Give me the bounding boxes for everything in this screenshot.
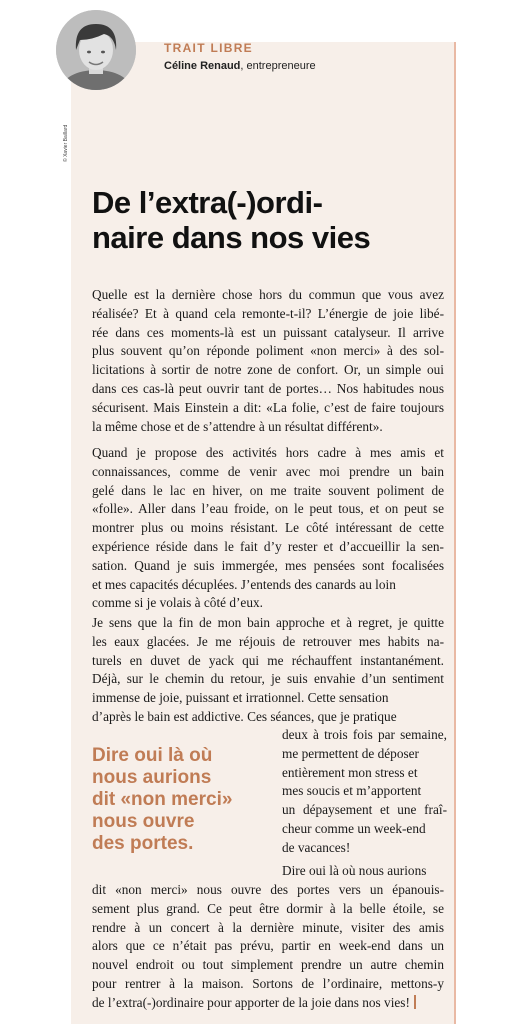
paragraph-4-lead: [282, 862, 447, 881]
author-role: , entrepreneure: [240, 60, 316, 72]
text-line: cheur comme un week-end: [282, 820, 426, 836]
text-line: licitations à sortir de notre zone de confort. Or, un simple oui: [92, 362, 444, 378]
paragraph-3-narrow: [282, 726, 447, 858]
text-line: montrer plus ou moins résistant. Le côté intéressant de cette: [92, 520, 444, 536]
text-line: connaissances, comme de venir avec moi prendre un bain: [92, 463, 444, 479]
author-name: Céline Renaud: [164, 60, 241, 72]
paragraph-3: [92, 614, 444, 727]
text-line: Quand je propose des activités hors cadre à mes amis et: [92, 445, 444, 460]
text-line: nouvel endroit ou tout simplement prendre un autre chemin: [92, 957, 444, 973]
title-line: naire dans nos vies: [92, 220, 371, 255]
text-line: dit «non merci» nous ouvre des portes vers un épanouis-: [92, 882, 444, 897]
text-line: alors que ce n’était pas prévu, partir en week-end dans un: [92, 938, 444, 954]
text-line: turels en duvet de yack qui me réchauffent instantanément.: [92, 652, 444, 668]
byline: [164, 60, 316, 72]
text-line: dans ces cas-là peut ouvrir tant de portes… Nos habitudes nous: [92, 380, 444, 396]
author-photo: [56, 10, 136, 90]
text-line: immense de joie, puissant et irrationnel. Cette sensation: [92, 690, 389, 706]
text-line: un dépaysement et une fraî-: [282, 802, 447, 818]
text-line: la même chose et de s’attendre à un résultat différent».: [92, 418, 383, 434]
end-mark: [414, 995, 416, 1009]
photo-credit: © Xavier Baillard: [63, 124, 69, 162]
text-line: rée dans ces moments-là est un puissant catalyseur. Il arrive: [92, 324, 444, 340]
text-line: sement plus grand. Ce peut être dormir à la belle étoile, se: [92, 900, 444, 916]
text-line: les eaux glacées. Je me réjouis de retrouver mes habits na-: [92, 633, 444, 649]
text-line: Quelle est la dernière chose hors du commun que vous avez: [92, 287, 444, 302]
pull-quote: [92, 745, 282, 855]
text-line: pour rentrer à la maison. Sortons de l’ordinaire, mettons-y: [92, 975, 444, 991]
text-line-content: de l’extra(-)ordinaire pour apporter de la joie dans nos vies!: [92, 994, 410, 1010]
text-line: rendre à un concert à la dernière minute, visiter des amis: [92, 919, 444, 935]
pull-quote-line: des portes.: [92, 833, 194, 854]
pull-quote-line: dit «non merci»: [92, 789, 233, 810]
paragraph-1: [92, 286, 444, 436]
text-line: sation. Quand je suis immergée, mes pensées sont focalisées: [92, 557, 444, 573]
article-title: [92, 185, 437, 255]
text-line: me permettent de déposer: [282, 745, 419, 761]
text-line: Déjà, sur le chemin du retour, je suis envahie d’un sentiment: [92, 671, 444, 687]
text-line: réalisée? Et à quand cela remonte-t-il? L’énergie de joie libé-: [92, 305, 444, 321]
text-line: Je sens que la fin de mon bain approche et à regret, je quitte: [92, 615, 444, 630]
column-rule: [454, 42, 456, 1024]
text-line: et mes capacités décuplées. J’entends des canards au loin: [92, 576, 396, 592]
text-line: «folle». Aller dans l’eau froide, on le peut tous, et on peut se: [92, 501, 444, 517]
text-line: Dire oui là où nous aurions: [282, 863, 427, 878]
pull-quote-line: Dire oui là où: [92, 745, 213, 766]
text-line: expérience réside dans le fait d’y rester et d’accueillir la sen-: [92, 538, 444, 554]
text-line: entièrement mon stress et: [282, 764, 418, 780]
title-line: De l’extra(-)ordi-: [92, 185, 323, 220]
paragraph-2: [92, 444, 444, 613]
text-line: deux à trois fois par semaine,: [282, 727, 447, 742]
text-line: [92, 994, 444, 1013]
text-line: plus souvent qu’on réponde poliment «non merci» à des sol-: [92, 343, 444, 359]
text-line: gelé dans le lac en hiver, on me traite souvent poliment de: [92, 482, 444, 498]
rubric-label: TRAIT LIBRE: [164, 41, 253, 55]
pull-quote-line: nous ouvre: [92, 811, 195, 832]
text-line: comme si je volais à côté d’eux.: [92, 595, 263, 611]
text-line: de vacances!: [282, 839, 351, 855]
text-line: d’après le bain est addictive. Ces séances, que je pratique: [92, 708, 397, 724]
text-line: mes soucis et m’apportent: [282, 783, 422, 799]
pull-quote-line: nous aurions: [92, 767, 212, 788]
text-line: sécurisent. Mais Einstein a dit: «La folie, c’est de faire toujours: [92, 399, 444, 415]
paragraph-4: [92, 881, 444, 1013]
